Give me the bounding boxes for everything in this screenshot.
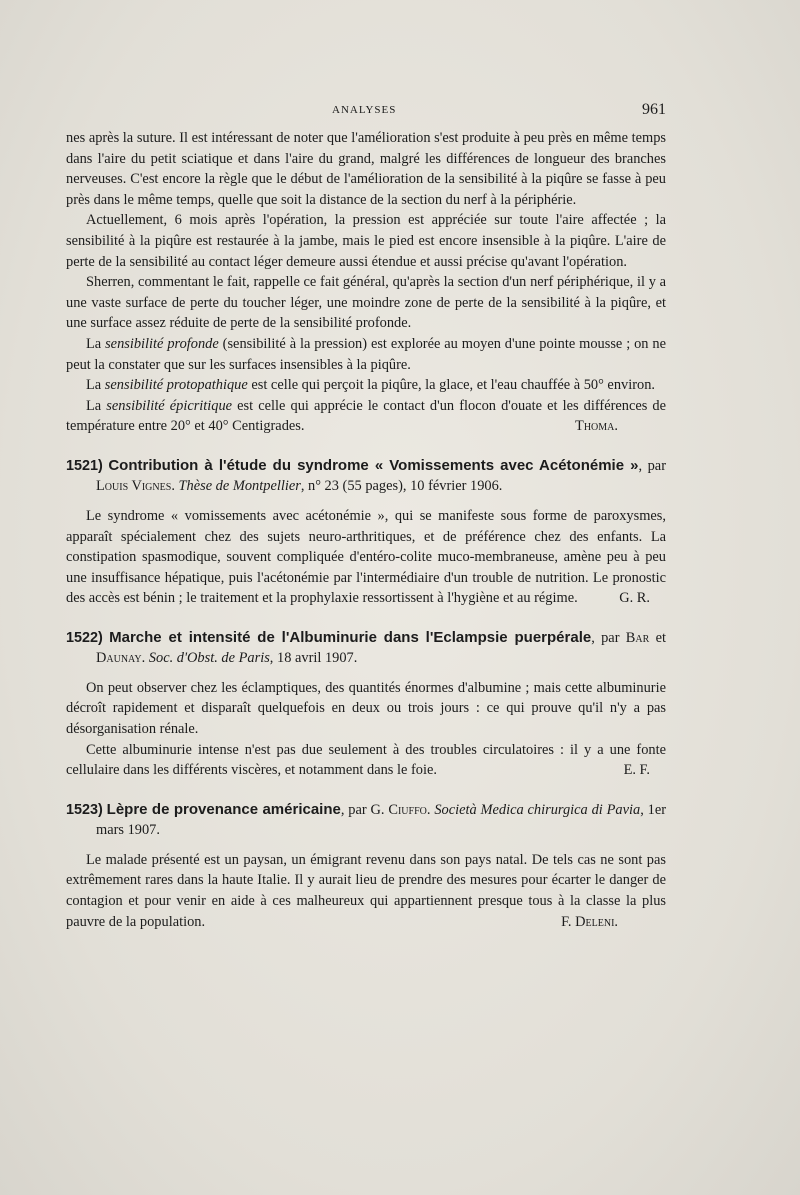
entry-heading: 1523) Lèpre de provenance américaine, par G. Ciuffo. Società Medica chirurgica di Pavia, 1er mars 1907. (66, 800, 667, 838)
paragraph-sherren: Sherren, commentant le fait, rappelle ce fait général, qu'après la section d'un nerf périphérique, il y a une vaste surface de perte du toucher léger, une moindre zone de perte de la sensibilité à la piqûre, et une surface assez réduite de perte de la sensibilité profonde. (66, 274, 666, 332)
entry-number: 1522) (66, 629, 103, 646)
paragraph-sensibilite-profonde: La sensibilité profonde (sensibilité à la pression) est explorée au moyen d'une pointe mousse ; on ne peut la constater que sur les surfaces insensibles à la piqûre. (66, 335, 666, 373)
section-title: ANALYSES (332, 104, 397, 116)
term-sensibilite-epicritique: sensibilité épicritique (106, 397, 233, 414)
entry-body: Le syndrome « vomissements avec acétonémie », qui se manifeste sous forme de paroxysmes, apparaît spécialement chez des sujets neuro-arthritiques, et de préférence chez des enfants. La constipation spasmodique, souvent compliquée d'entéro-colite muco-membraneuse, amène peu à peu une insuffisance hépatique, puis l'acétonémie par l'intermédiaire d'un trouble de nutrition. Le pronostic des accès est bénin ; le traitement et la prophylaxie ressortissent à l'hygiène et au régime. G. R. (66, 506, 666, 609)
paragraph-actuellement: Actuellement, 6 mois après l'opération, la pression est appréciée sur toute l'aire affectée ; la sensibilité à la piqûre est restaurée à la jambe, mais le pied est encore insensible à la piqûre. L'aire de perte de la sensibilité au contact léger demeure aussi étendue et aussi précise qu'avant l'opération. (66, 212, 666, 270)
entry-source: Società Medica chirurgica di Pavia (434, 801, 641, 818)
page-number: 961 (642, 101, 666, 118)
entry-signature: F. Deleni. (561, 913, 618, 930)
entry-heading: 1521) Contribution à l'étude du syndrome « Vomissements avec Acétonémie », par Louis Vignes. Thèse de Montpellier, n° 23 (55 pages), 10 février 1906. (66, 456, 666, 494)
entry-signature: G. R. (619, 590, 650, 607)
term-sensibilite-protopathique: sensibilité protopathique (104, 377, 248, 394)
entry-body: Le malade présenté est un paysan, un émigrant revenu dans son pays natal. De tels cas ne sont pas extrêmement rares dans la haute Italie. Il y aurait lieu de prendre des mesures pour écarter le danger de contagion et pour venir en aide à ces malheureux qui appartiennent presque tous à la classe la plus pauvre de la population. F. Deleni. (66, 850, 666, 932)
entry-author: Louis Vignes (96, 477, 172, 494)
running-header (66, 101, 666, 121)
entry-author: G. Ciuffo (370, 801, 427, 818)
entry-author-2: Daunay (96, 649, 142, 666)
entry-source: Soc. d'Obst. de Paris (148, 649, 270, 666)
entry-title: Marche et intensité de l'Albuminurie dans l'Eclampsie puerpérale (109, 628, 592, 646)
entry-1521 (66, 456, 666, 609)
entry-number: 1523) (66, 801, 103, 818)
entry-title: Contribution à l'étude du syndrome « Vomissements avec Acétonémie » (108, 456, 639, 474)
entry-1522 (66, 628, 666, 781)
entry-body-2: Cette albuminurie intense n'est pas due seulement à des troubles circulatoires : il y a une fonte cellulaire dans les différents viscères, et notamment dans le foie. E. F. (66, 740, 666, 781)
entry-source: Thèse de Montpellier (178, 477, 301, 494)
entry-1523 (66, 800, 666, 932)
paragraph-sensibilite-epicritique: La sensibilité épicritique est celle qui apprécie le contact d'un flocon d'ouate et les différences de température entre 20° et 40° Centigrades. Thoma. (66, 396, 666, 437)
entry-body: On peut observer chez les éclamptiques, des quantités énormes d'albumine ; mais cette albuminurie décroît rapidement et disparaît quelquefois en deux ou trois jours : ce qui prouve qu'il n'y a pas désorganisation rénale. (66, 679, 666, 738)
entry-number: 1521) (66, 457, 103, 474)
entry-title: Lèpre de provenance américaine (106, 800, 341, 818)
paragraph-sensibilite-protopathique: La sensibilité protopathique est celle qui perçoit la piqûre, la glace, et l'eau chauffée à 50° environ. (86, 377, 655, 394)
paragraph-continuation: nes après la suture. Il est intéressant de noter que l'amélioration s'est produite à peu près en même temps dans l'aire du petit sciatique et dans l'aire du grand, malgré les différences de longueur des branches nerveuses. C'est encore la règle que le début de l'amélioration de la sensibilité à la piqûre se fasse à peu près dans le même temps, quelle que soit la distance de la section du nerf à la périphérie. (66, 130, 666, 208)
entry-signature: E. F. (623, 762, 650, 779)
body-text (66, 128, 666, 932)
entry-author: Bar (625, 629, 650, 646)
signature-thoma: Thoma. (575, 418, 618, 435)
entry-heading: 1522) Marche et intensité de l'Albuminurie dans l'Eclampsie puerpérale, par Bar et Daunay. Soc. d'Obst. de Paris, 18 avril 1907. (66, 628, 666, 666)
term-sensibilite-profonde: sensibilité profonde (105, 335, 219, 352)
